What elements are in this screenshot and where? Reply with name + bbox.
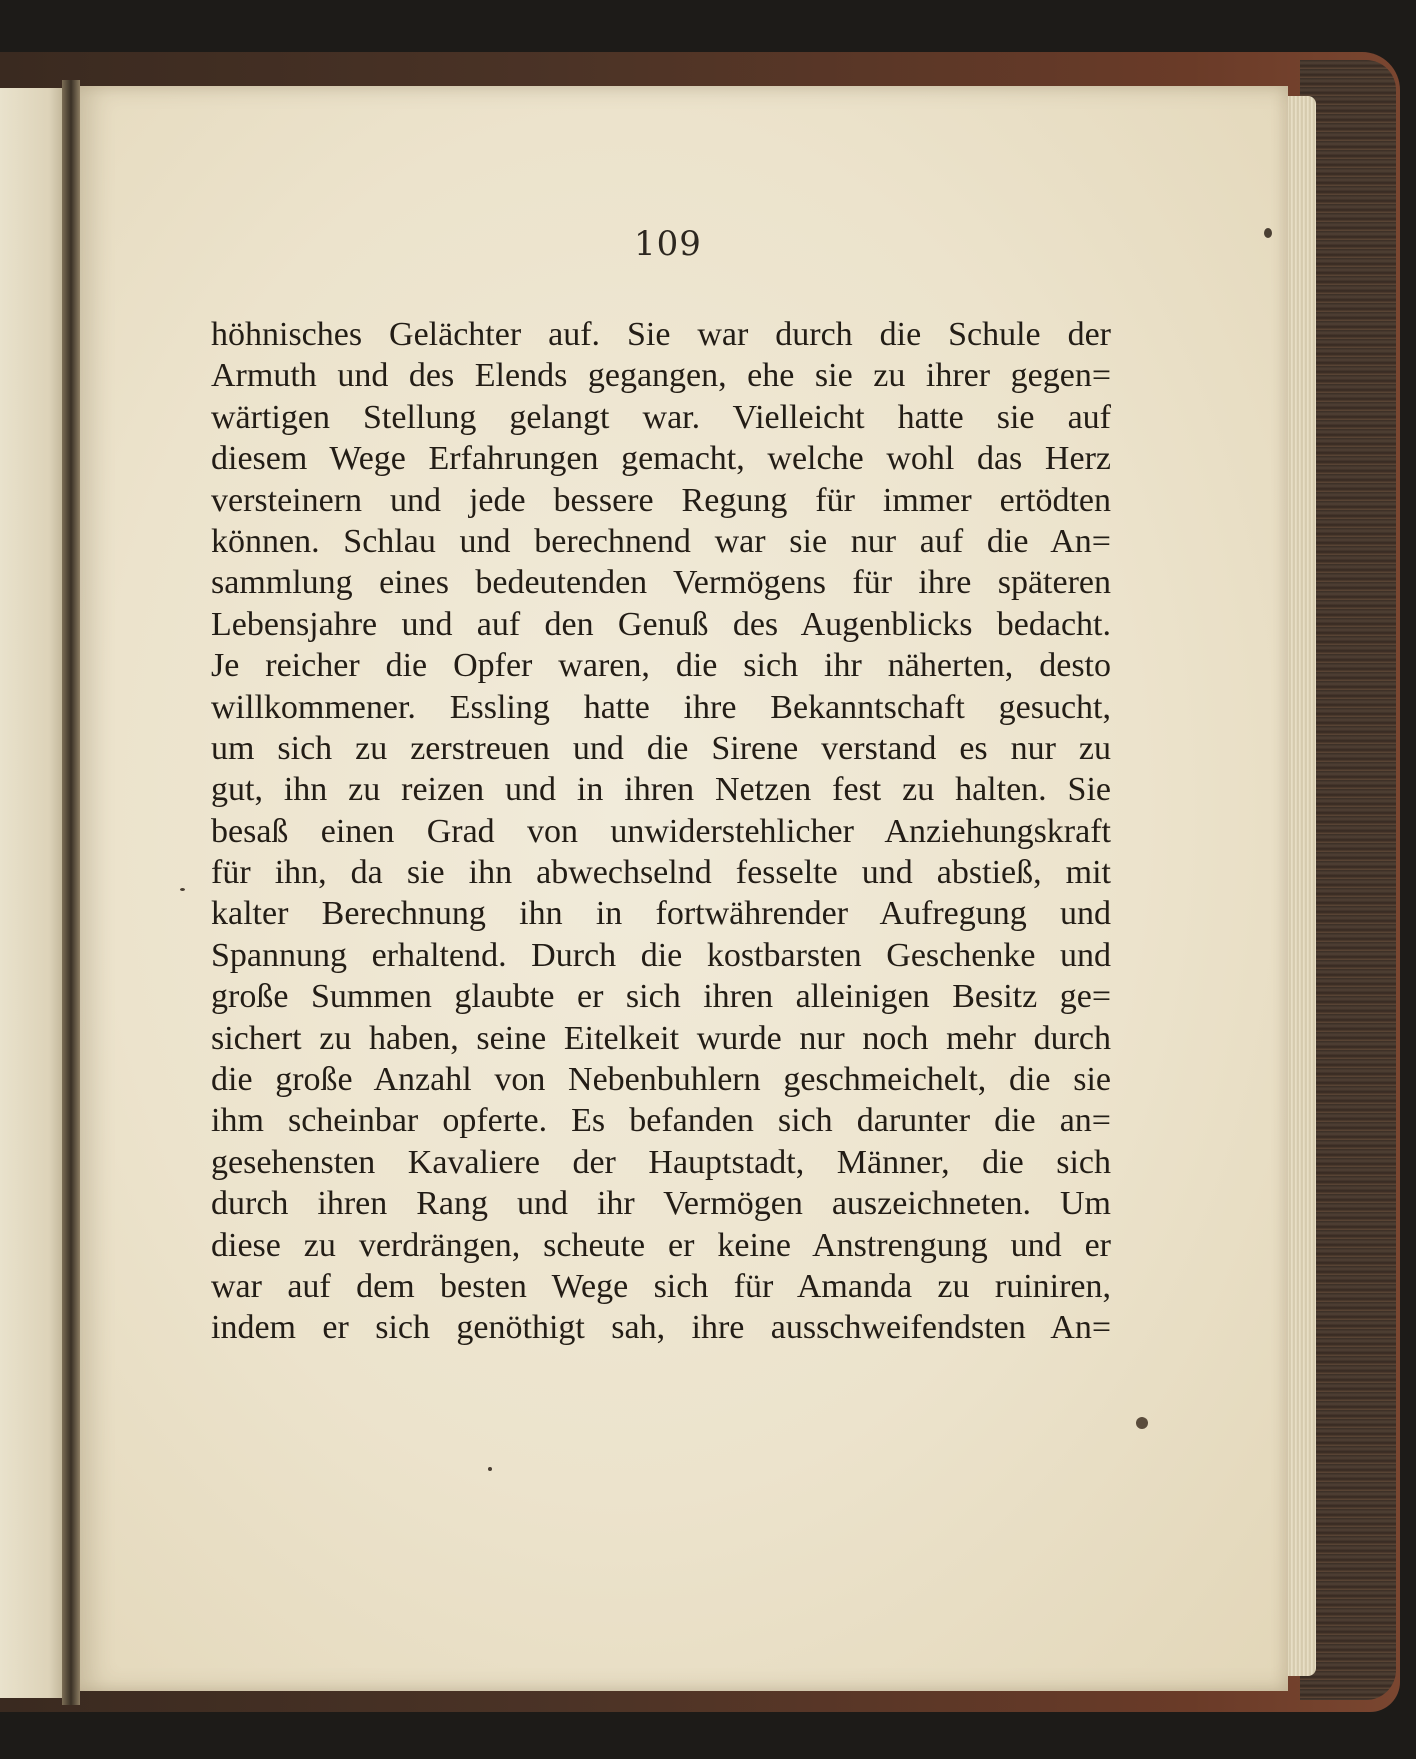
text-line: sichert zu haben, seine Eitelkeit wurde nur noch mehr durch <box>211 1019 1111 1057</box>
text-line: die große Anzahl von Nebenbuhlern geschmeichelt, die sie <box>211 1061 1111 1099</box>
text-line: Armuth und des Elends gegangen, ehe sie zu ihrer gegen= <box>211 357 1111 395</box>
text-line: Spannung erhaltend. Durch die kostbarsten Geschenke und <box>211 936 1111 974</box>
text-line: diese zu verdrängen, scheute er keine Anstrengung und er <box>211 1226 1111 1264</box>
text-line: Je reicher die Opfer waren, die sich ihr näherten, desto <box>211 647 1111 685</box>
text-line: gesehensten Kavaliere der Hauptstadt, Männer, die sich <box>211 1143 1111 1181</box>
ink-speck <box>180 888 185 891</box>
text-line: willkommener. Essling hatte ihre Bekanntschaft gesucht, <box>211 688 1111 726</box>
ink-speck <box>1136 1417 1148 1429</box>
text-line: können. Schlau und berechnend war sie nur auf die An= <box>211 522 1111 560</box>
text-line: große Summen glaubte er sich ihren alleinigen Besitz ge= <box>211 978 1111 1016</box>
text-line: indem er sich genöthigt sah, ihre ausschweifendsten An= <box>211 1309 1111 1347</box>
ink-speck <box>488 1467 492 1471</box>
text-line: durch ihren Rang und ihr Vermögen auszeichneten. Um <box>211 1185 1111 1223</box>
text-line: kalter Berechnung ihn in fortwährender Aufregung und <box>211 895 1111 933</box>
page-number: 109 <box>634 224 702 264</box>
text-line: besaß einen Grad von unwiderstehlicher Anziehungskraft <box>211 812 1111 850</box>
text-line: um sich zu zerstreuen und die Sirene verstand es nur zu <box>211 729 1111 767</box>
ink-speck <box>1264 228 1272 238</box>
text-line: für ihn, da sie ihn abwechselnd fesselte und abstieß, mit <box>211 854 1111 892</box>
left-page-edge <box>0 88 70 1698</box>
text-line: ihm scheinbar opferte. Es befanden sich darunter die an= <box>211 1102 1111 1140</box>
text-line: diesem Wege Erfahrungen gemacht, welche wohl das Herz <box>211 440 1111 478</box>
text-line: war auf dem besten Wege sich für Amanda zu ruiniren, <box>211 1267 1111 1305</box>
body-text <box>211 314 1111 1349</box>
text-line: höhnisches Gelächter auf. Sie war durch die Schule der <box>211 316 1111 353</box>
text-line: gut, ihn zu reizen und in ihren Netzen fest zu halten. Sie <box>211 771 1111 809</box>
text-line: Lebensjahre und auf den Genuß des Augenblicks bedacht. <box>211 605 1111 643</box>
text-line: versteinern und jede bessere Regung für immer ertödten <box>211 481 1111 519</box>
text-line: wärtigen Stellung gelangt war. Vielleicht hatte sie auf <box>211 398 1111 436</box>
text-line: sammlung eines bedeutenden Vermögens für ihre späteren <box>211 564 1111 602</box>
book-gutter <box>62 80 80 1705</box>
